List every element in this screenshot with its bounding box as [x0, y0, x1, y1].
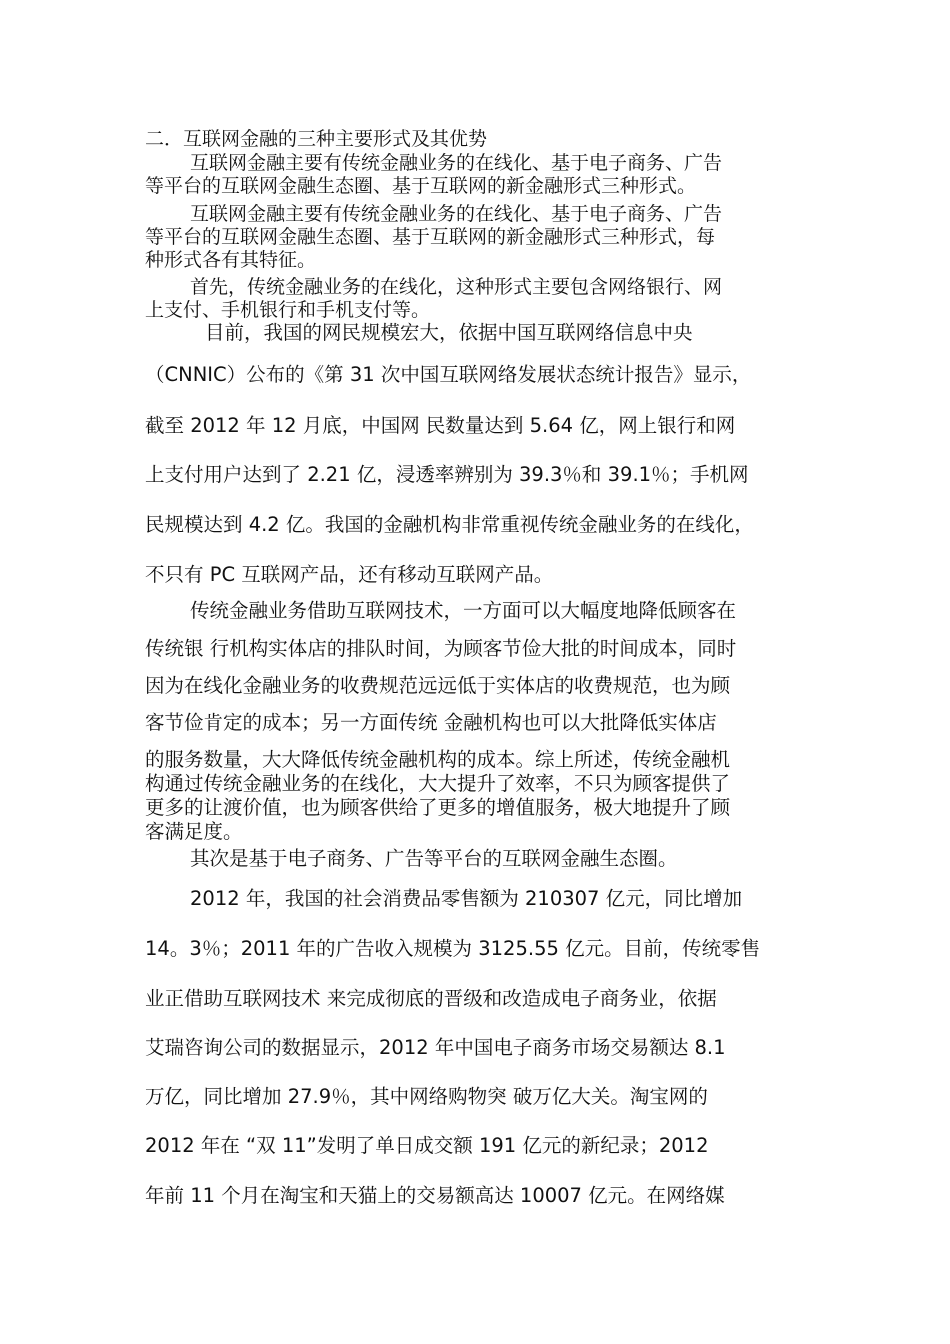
paragraph-line: 构通过传统金融业务的在线化，大大提升了效率，不只为顾客提供了 [145, 772, 731, 795]
paragraph-line: 的服务数量，大大降低传统金融机构的成本。综上所述，传统金融机 [145, 748, 731, 771]
paragraph-line: 艾瑞咨询公司的数据显示，2012 年中国电子商务市场交易额达 8.1 [145, 1036, 726, 1059]
paragraph-line: 传统银 行机构实体店的排队时间，为顾客节俭大批的时间成本，同时 [145, 637, 737, 660]
paragraph-line: （CNNIC）公布的《第 31 次中国互联网络发展状态统计报告》显示， [145, 363, 752, 386]
paragraph-line: 更多的让渡价值，也为顾客供给了更多的增值服务，极大地提升了顾 [145, 796, 731, 819]
paragraph-line: 年前 11 个月在淘宝和天猫上的交易额高达 10007 亿元。在网络媒 [145, 1184, 725, 1207]
paragraph-line: 互联网金融主要有传统金融业务的在线化、基于电子商务、广告 [190, 203, 723, 225]
paragraph-line: 目前，我国的网民规模宏大，依据中国互联网络信息中央 [205, 321, 693, 344]
paragraph-line: 不只有 PC 互联网产品，还有移动互联网产品。 [145, 563, 554, 586]
paragraph-line: 种形式各有其特征。 [145, 249, 317, 271]
paragraph-line: 2012 年，我国的社会消费品零售额为 210307 亿元，同比增加 [190, 887, 743, 910]
section-heading: 二．互联网金融的三种主要形式及其优势 [145, 128, 488, 150]
paragraph-line: 客节俭肯定的成本；另一方面传统 金融机构也可以大批降低实体店 [145, 711, 717, 734]
paragraph-line: 上支付用户达到了 2.21 亿，浸透率辨别为 39.3％和 39.1％；手机网 [145, 463, 749, 486]
paragraph-line: 万亿，同比增加 27.9％，其中网络购物突 破万亿大关。淘宝网的 [145, 1085, 708, 1108]
paragraph-line: 等平台的互联网金融生态圈、基于互联网的新金融形式三种形式，每 [145, 226, 716, 248]
paragraph-line: 业正借助互联网技术 来完成彻底的晋级和改造成电子商务业，依据 [145, 987, 717, 1010]
paragraph-line: 传统金融业务借助互联网技术，一方面可以大幅度地降低顾客在 [190, 599, 737, 622]
paragraph-line: 截至 2012 年 12 月底，中国网 民数量达到 5.64 亿，网上银行和网 [145, 414, 736, 437]
paragraph-line: 上支付、手机银行和手机支付等。 [145, 299, 431, 321]
paragraph-line: 互联网金融主要有传统金融业务的在线化、基于电子商务、广告 [190, 152, 723, 174]
paragraph-line: 其次是基于电子商务、广告等平台的互联网金融生态圈。 [190, 847, 678, 870]
paragraph-line: 因为在线化金融业务的收费规范远远低于实体店的收费规范，也为顾 [145, 674, 731, 697]
paragraph-line: 民规模达到 4.2 亿。我国的金融机构非常重视传统金融业务的在线化， [145, 513, 754, 536]
paragraph-line: 首先，传统金融业务的在线化，这种形式主要包含网络银行、网 [190, 276, 723, 298]
paragraph-line: 14。3％；2011 年的广告收入规模为 3125.55 亿元。目前，传统零售 [145, 937, 761, 960]
paragraph-line: 2012 年在 “双 11”发明了单日成交额 191 亿元的新纪录；2012 [145, 1134, 709, 1157]
paragraph-line: 客满足度。 [145, 820, 243, 843]
paragraph-line: 等平台的互联网金融生态圈、基于互联网的新金融形式三种形式。 [145, 175, 697, 197]
